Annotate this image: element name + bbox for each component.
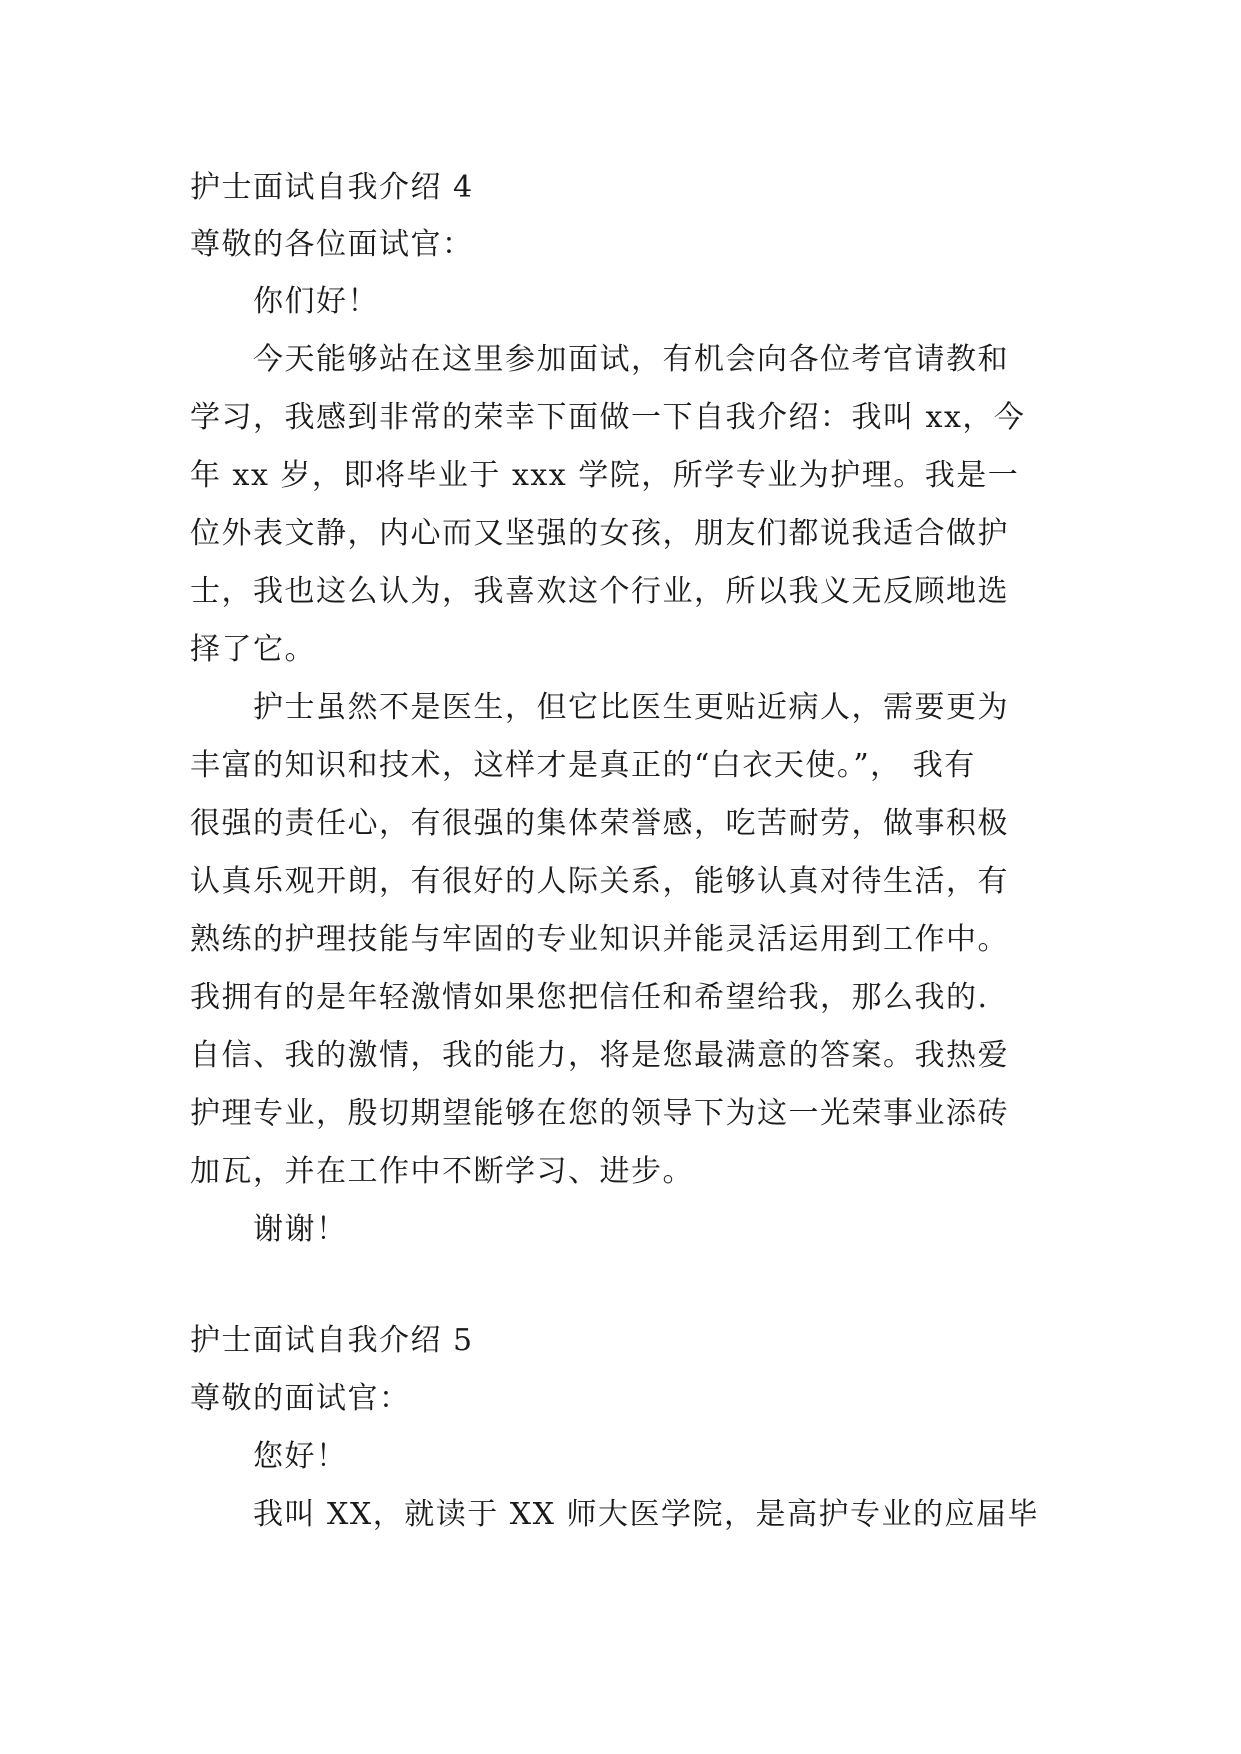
section4-p1-line: 位外表文静，内心而又坚强的女孩，朋友们都说我适合做护 bbox=[190, 516, 1009, 551]
section4-closing: 谢谢！ bbox=[253, 1212, 348, 1247]
section4-p1-line: 年 xx 岁，即将毕业于 xxx 学院，所学专业为护理。我是一 bbox=[190, 458, 1020, 493]
section4-title: 护士面试自我介绍 4 bbox=[190, 170, 474, 205]
section4-p1-line: 今天能够站在这里参加面试，有机会向各位考官请教和 bbox=[253, 342, 1009, 377]
section4-p2-line: 护理专业，殷切期望能够在您的领导下为这一光荣事业添砖 bbox=[190, 1096, 1009, 1131]
section4-p2-line: 护士虽然不是医生，但它比医生更贴近病人，需要更为 bbox=[253, 690, 1009, 725]
section4-p2-line: 丰富的知识和技术，这样才是真正的“白衣天使。”， 我有 bbox=[190, 748, 976, 783]
section4-p2-line: 很强的责任心，有很强的集体荣誉感，吃苦耐劳，做事积极 bbox=[190, 806, 1009, 841]
section4-p1-line: 士，我也这么认为，我喜欢这个行业，所以我义无反顾地选 bbox=[190, 574, 1009, 609]
section4-p2-line: 自信、我的激情，我的能力，将是您最满意的答案。我热爱 bbox=[190, 1038, 1009, 1073]
section4-p1-line: 学习，我感到非常的荣幸下面做一下自我介绍：我叫 xx，今 bbox=[190, 400, 1026, 435]
section5-title: 护士面试自我介绍 5 bbox=[190, 1323, 474, 1358]
section4-salutation: 尊敬的各位面试官： bbox=[190, 227, 474, 262]
section5-p1-line: 我叫 XX，就读于 XX 师大医学院，是高护专业的应届毕 bbox=[253, 1497, 1040, 1532]
section5-greeting: 您好！ bbox=[253, 1439, 348, 1474]
section4-p1-line: 择了它。 bbox=[190, 632, 316, 667]
section4-p2-line: 加瓦，并在工作中不断学习、进步。 bbox=[190, 1154, 694, 1189]
section5-salutation: 尊敬的面试官： bbox=[190, 1381, 411, 1416]
section4-p2-line: 我拥有的是年轻激情如果您把信任和希望给我，那么我的. bbox=[190, 980, 989, 1015]
section4-greeting: 你们好！ bbox=[253, 284, 379, 319]
section4-p2-line: 认真乐观开朗，有很好的人际关系，能够认真对待生活，有 bbox=[190, 864, 1009, 899]
section4-p2-line: 熟练的护理技能与牢固的专业知识并能灵活运用到工作中。 bbox=[190, 922, 1009, 957]
